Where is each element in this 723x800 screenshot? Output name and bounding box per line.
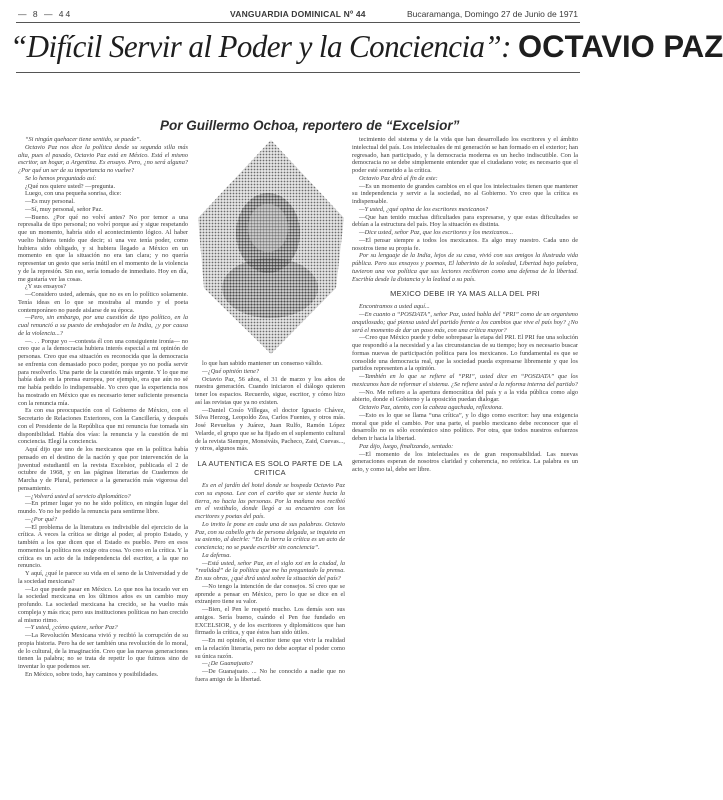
halftone-photo (196, 138, 346, 356)
article-paragraph: —También en lo que se refiere al “PRI”, usted dice en “POSDATA” que los mexicanos han de reformar el sistema. ¿Se refiere usted a la reforma interna del partido? (352, 373, 578, 388)
article-paragraph: —Pero, sin embargo, por una cuestión de tipo político, en la cual renunció a su puesto de embajador en la India, ¿y por causa de la violencia...? (18, 314, 188, 337)
article-paragraph: Lo invito le pone en cada una de sus palabras. Octavio Paz, con su cabello gris de persona delgada, se inquieta en su asiento, al decirle: “En la tierra la crítica es un acto de conciencia; no se puede escribir sin conciencia”. (195, 520, 345, 551)
article-paragraph: —. . . Porque yo —contesta él con una consiguiente ironía— no creo que a la democracia hubiera interés especial a mi opinión de personas. Creo que esa situación es reconocida que la democracia se enfrenta con demasiado poco poder, porque yo no podía servir para resolverlo. Una parte de la cuestión más urgente. Y lo que me había dado en la prensa europea, por ejemplo, era que aún no sé me había pedido lo indispensable. Yo creo que la experiencia nos ha mostrado en México que es necesario tener suficiente presencia con la renuncia mía. (18, 337, 188, 407)
article-paragraph: Octavio Paz dirá al fin de este: (359, 174, 438, 182)
article-column-3 (352, 136, 578, 792)
article-paragraph: —Y usted, ¿qué opina de los escritores mexicanos? (359, 205, 489, 213)
article-paragraph: —La Revolución Mexicana vivió y recibió la corrupción de su propia historia. Pero ha de ser también una revolución de lo moral, de lo cultural, de la imaginación. Creo que las nuevas generaciones tienen la palabra; no se trata de repetir lo que fuimos sino de inventar lo que podemos ser. (18, 632, 188, 670)
page-number: — 8 — 44 (18, 9, 73, 19)
article-paragraph: —¿Qué opinión tiene? (202, 367, 260, 375)
article-paragraph: En México, sobre todo, hay caminos y posibilidades. (25, 670, 159, 678)
article-paragraph: La defensa. (202, 551, 232, 559)
article-paragraph: —De Guanajuato. ... No he conocido a nadie que no fuera amigo de la libertad. (195, 668, 345, 683)
masthead-rule (16, 22, 580, 23)
headline-quote: “Difícil Servir al Poder y la Conciencia”: (10, 29, 511, 64)
article-paragraph: —Daniel Cosío Villegas, el doctor Ignacio Chávez, Silva Herzog, Leopoldo Zea, Carlos Fuentes, y otros más. José Revueltas y Juárez, Juan Rulfo, Ramón López Velarde, el grupo que se ha fijado en el suplemento cultural de la revista Siempre, Monsiváis, Pacheco, Zaid, Cuevas..., y otros, algunos más. (195, 406, 345, 453)
article-paragraph: —Sí, muy personal, señor Paz. (25, 205, 103, 213)
article-column-1 (18, 136, 188, 792)
article-paragraph: —Es un momento de grandes cambios en el que los intelectuales tienen que mantener su independencia y servir a la sociedad, no al Gobierno. Yo creo que la crítica es indispensable. (352, 182, 578, 205)
author-photo (196, 138, 346, 356)
headline-rule (16, 72, 580, 73)
article-paragraph: —En mi opinión, el escritor tiene que vivir la realidad en la relación literaria, pero no debe aceptar el poder como su única razón. (195, 637, 345, 660)
article-paragraph: —Lo que puede pasar en México. Lo que nos ha tocado ver en la sociedad mexicana en los últimos años es un cambio muy profundo. La sociedad mexicana ha crecido, se ha vuelto más compleja y más rica; pero sus instituciones políticas no han crecido al mismo ritmo. (18, 585, 188, 624)
article-paragraph: —En primer lugar yo no he sido político, en ningún lugar del mundo. Yo no he pedido la renuncia para sentirme libre. (18, 500, 188, 515)
article-paragraph: —El problema de la literatura es indivisible del ejercicio de la crítica. A veces la crítica se dirige al poder, al propio Estado, y también a los que dicen que el Estado es pueblo. Pero en esos momentos la política nos exige otra cosa. Yo creo en la crítica. Y la crítica es un acto de la independencia del escritor, a la que no renuncio. (18, 523, 188, 570)
article-paragraph: Octavio Paz, 56 años, el 31 de marzo y los años de nuestra generación. Cuando iniciaron el diálogo quieren tener los espacios. Recuerdo, sigue, escritor, y cómo hizo así las revistas que ya no existen. (195, 375, 345, 406)
article-paragraph: Octavio Paz nos dice la política desde su segunda silla más alta, pues el pasado, Octavio Paz está en México. Está el mismo escritor, un hogar, a Argentina. Es ensayo. Pero, ¿no será alguna? ¿Por qué un ser de su importancia no vuelve? (18, 143, 188, 174)
article-paragraph: Se lo hemos preguntado así: (25, 174, 97, 182)
article-paragraph: —Bien, el Pen le respetó mucho. Los demás son sus amigos. Sería bueno, cuándo el Pen fue fundado en EXCELSIOR, y de los escritores y diplomáticos que han firmado la crítica, y que éstos han sido útiles. (195, 606, 345, 637)
article-paragraph: —Creo que México puede y debe sobrepasar la etapa del PRI. El PRI fue una solución que respondió a la necesidad y a las circunstancias de su tiempo; hoy es necesario buscar formas nuevas de participación política para los mexicanos. Lo fundamental es que se consolide una democracia real, que la sociedad pueda expresarse libremente y que los partidos representen a la opinión. (352, 334, 578, 373)
article-paragraph: —El momento de los intelectuales es de gran responsabilidad. Las nuevas generaciones esperan de nosotros claridad y coherencia, no retórica. La palabra es un acto, y como tal, debe ser libre. (352, 450, 578, 473)
article-paragraph: —En cuanto a “POSDATA”, señor Paz, usted habla del “PRI” como de un organismo anquilosado; qué piensa usted del partido frente a los cambios que vive el país hoy? ¿No será el momento de dar un paso más, con una crítica mayor? (352, 311, 578, 334)
section-subhead: LA AUTENTICA ES SOLO PARTE DE LA CRITICA (197, 459, 343, 477)
article-paragraph: Es en el jardín del hotel donde se hospeda Octavio Paz con su esposa. Lee con el cariño que se siente hacia la tierra, no hacia las personas. Por la mañana nos recibió en el vestíbulo, donde llegó a su encuentro con los escritores y poetas del país. (195, 482, 345, 520)
article-column-2 (195, 360, 345, 792)
article-paragraph: —No tengo la intención de dar consejos. Sí creo que se aprende a pensar en México, pero lo que se dice en el extranjero tiene su valor. (195, 582, 345, 606)
headline (10, 24, 723, 70)
article-paragraph: “Si ningún quehacer tiene sentido, se puede”. (25, 136, 142, 143)
article-paragraph: —Y usted, ¿cómo quiere, señor Paz? (25, 624, 118, 632)
section-subhead: MEXICO DEBE IR YA MAS ALLA DEL PRI (390, 289, 540, 299)
article-paragraph: Encontramos a usted aquí... (359, 303, 430, 311)
article-paragraph: Es con esa preocupación con el Gobierno de México, con el Secretario de Relaciones Exteriores, con la Cancillería, y después con el Presidente de la República que mi renuncia fue tomada sin disponibilidad. Había dos vías: la renuncia y la cuestión de mi conciencia. Elegí la conciencia. (18, 407, 188, 446)
newspaper-title: VANGUARDIA DOMINICAL (230, 9, 342, 19)
article-paragraph: Octavio Paz, atento, con la cabeza agachada, reflexiona. (359, 404, 504, 411)
article-paragraph: —No. Me refiero a la apertura democrática del país y a la vida pública como algo abierto, donde el Gobierno y la oposición puedan dialogar. (352, 388, 578, 404)
article-paragraph: tecimiento del sistema y de la vida que han desarrollado los escritores y el ámbito intelectual del país. Los intelectuales de mi generación se han formado en el exterior; han regresado, han participado, y la democracia moderna es un hecho indiscutible. Con la democracia no se debe simplemente entender que el ciudadano vote; es necesario que el poder esté sometido a la crítica. (352, 136, 578, 174)
article-paragraph: —¿Por qué? (25, 515, 58, 523)
article-paragraph: —Está usted, señor Paz, en el siglo xxi en la ciudad, la “realidad” de la política que me ha preguntado la prensa. En sus obras, ¿qué dirá usted sobre la situación del país? (195, 559, 345, 582)
article-paragraph: Paz dijo, luego, finalizando, sentado: (359, 442, 454, 450)
article-paragraph: —Que han tenido muchas dificultades para expresarse, y que estas dificultades se debían a la estructura del país. Hoy la situación es distinta. (352, 213, 578, 229)
article-paragraph: Aquí dijo que uno de los mexicanos que en la política había pensado en el destino de la nación y que por intervención de la juventud estudiantil en la revista Excelsior, publicada el 2 de octubre de 1968, y en las páginas literarias de Cuadernos de Marcha y de Plural, pertenece a la generación más vigorosa del pensamiento. (18, 446, 188, 492)
article-paragraph: Y aquí, ¿qué le parece su vida en el seno de la Universidad y de la sociedad mexicana? (18, 570, 188, 585)
article-paragraph: —¿De Guanajuato? (202, 660, 253, 668)
article-paragraph: ¿Y sus ensayos? (25, 283, 67, 291)
issue-mark: Nº 44 (343, 9, 366, 19)
article-paragraph: —¿Volverá usted al servicio diplomático? (25, 492, 131, 500)
article-paragraph: lo que han sabido mantener un consenso válido. (202, 360, 323, 367)
newspaper-name (230, 9, 366, 19)
article-paragraph: Luego, con una pequeña sonrisa, dice: (25, 190, 122, 198)
article-paragraph: —Es muy personal. (25, 198, 75, 205)
article-paragraph: —Esto es lo que se llama “una crítica”, y lo digo como escritor: hay una exigencia moral que pide el cambio. Por una parte, el pueblo mexicano debe reconocer que el desarrollo no es sólo económico sino político. Por otra, que todos nuestros esfuerzos deben ir hacia la libertad. (352, 411, 578, 442)
byline: Por Guillermo Ochoa, reportero de “Excelsior” (160, 118, 460, 133)
headline-name: OCTAVIO PAZ (518, 28, 723, 64)
article-paragraph: ¿Qué nos quiere usted? —pregunta. (25, 182, 116, 190)
article-paragraph: —El pensar siempre a todos los mexicanos. Es algo muy nuestro. Cada uno de nosotros tiene su propia fe. (352, 236, 578, 252)
article-paragraph: Por su lenguaje de la India, lejos de su casa, vivió con sus amigos la ilustrada vida pública. Pero sus ensayos y poemas, El laberinto de la soledad, Libertad bajo palabra, tuvieron una voz política que sus lectores recibieron como una defensa de la libertad. Escribía desde la distancia y la lealtad a su país. (352, 252, 578, 283)
article-paragraph: —Dice usted, señor Paz, que los escritores y los mexicanos... (359, 229, 514, 236)
article-paragraph: —Bueno. ¿Por qué no volví antes? No por temor a una represalia de tipo personal; no volví porque así y sigue respetando que un momento, habría sido el acontecimiento lógico. Al haber vuelto hubiera tenido que decir; si una vez tenía poder, como hubiera sido obligado, y si hubiera llegado a México en un momento en que la situación no era tan clara; y no quería representar un gesto que sería inútil en el momento de la violencia y de la represión. Sin eso, sería tomado de inmediato. Hoy en día, me gustaría ver las cosas. (18, 213, 188, 283)
article-paragraph: —Considero usted, además, que no es en lo político solamente. Tenía ideas en lo que se mostraba al mundo y el poeta contemporáneo no puede aislarse de su época. (18, 291, 188, 314)
dateline: Bucaramanga, Domingo 27 de Junio de 1971 (406, 9, 578, 19)
masthead (18, 9, 578, 23)
